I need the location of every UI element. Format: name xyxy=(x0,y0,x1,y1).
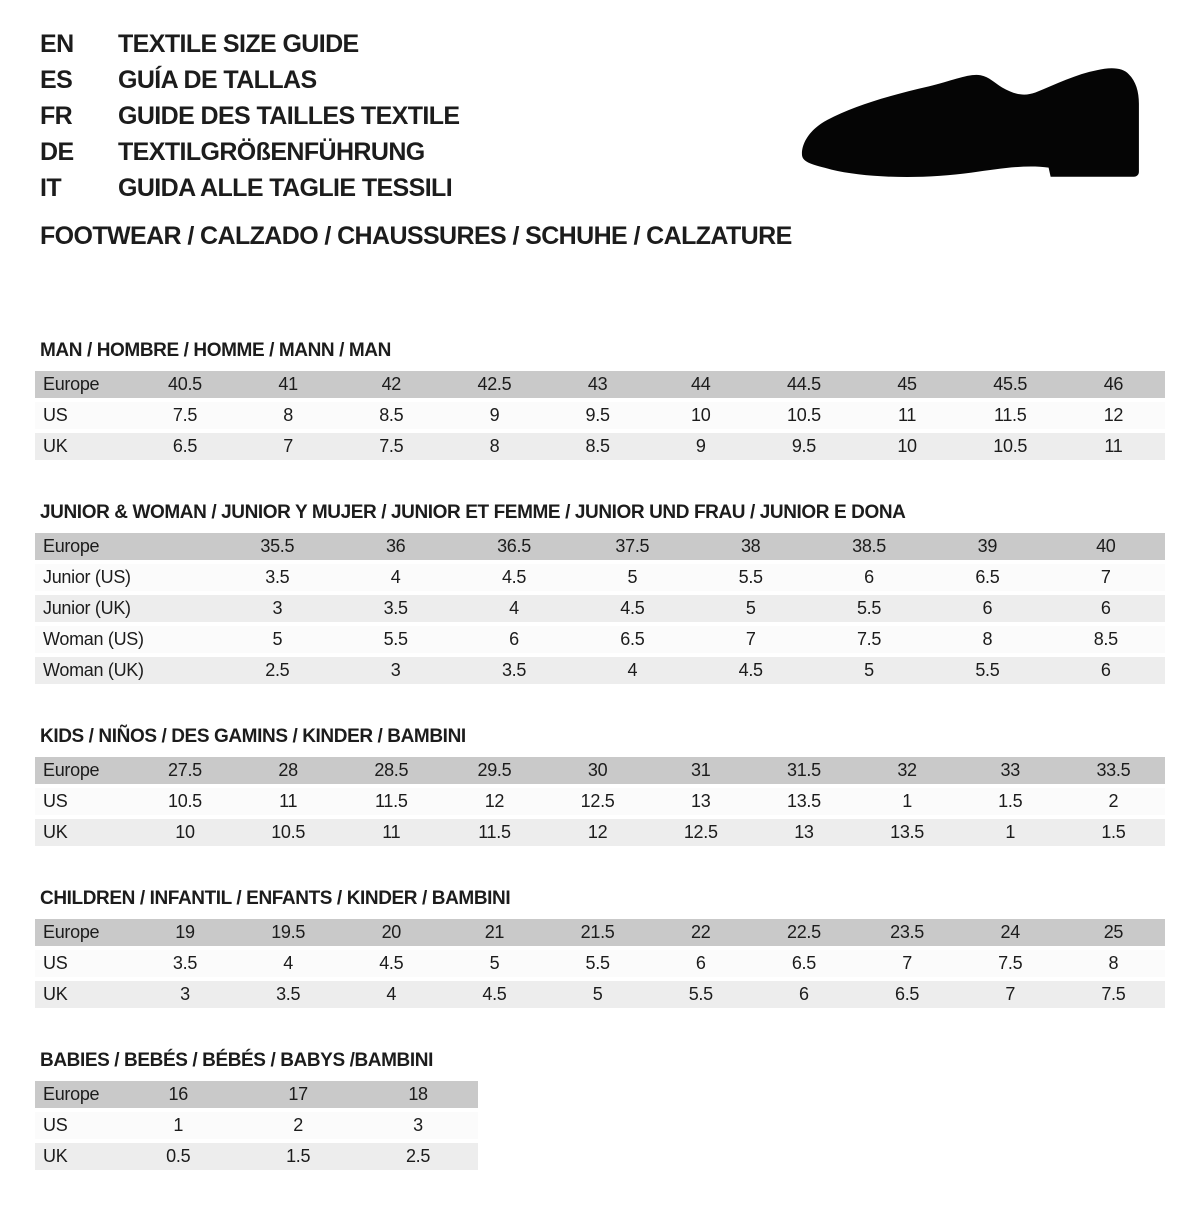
size-cell: 46 xyxy=(1062,371,1165,398)
section-title-babies: BABIES / BEBÉS / BÉBÉS / BABYS /BAMBINI xyxy=(40,1050,433,1071)
size-cell: 2.5 xyxy=(218,657,336,684)
table-row xyxy=(35,595,1165,622)
row-label: US xyxy=(35,402,133,429)
section-children xyxy=(35,888,1165,1012)
size-cell: 5.5 xyxy=(649,981,752,1008)
size-cell: 7 xyxy=(959,981,1062,1008)
size-cell: 42.5 xyxy=(443,371,546,398)
size-cell: 12 xyxy=(1062,402,1165,429)
size-cell: 1 xyxy=(855,788,958,815)
section-title-man: MAN / HOMBRE / HOMME / MANN / MAN xyxy=(40,340,391,361)
size-cell: 9.5 xyxy=(752,433,855,460)
size-cell: 20 xyxy=(340,919,443,946)
row-label: UK xyxy=(35,1143,118,1170)
table-row xyxy=(35,1143,478,1170)
size-cell: 5.5 xyxy=(336,626,454,653)
size-cell: 3.5 xyxy=(237,981,340,1008)
size-cell: 4 xyxy=(340,981,443,1008)
size-cell: 29.5 xyxy=(443,757,546,784)
size-cell: 10.5 xyxy=(237,819,340,846)
size-cell: 7 xyxy=(855,950,958,977)
size-cell: 5 xyxy=(573,564,691,591)
row-label: Europe xyxy=(35,757,133,784)
lang-title: GUIDA ALLE TAGLIE TESSILI xyxy=(118,174,453,202)
size-cell: 3 xyxy=(218,595,336,622)
table-row xyxy=(35,1112,478,1139)
size-cell: 6.5 xyxy=(855,981,958,1008)
table-row xyxy=(35,402,1165,429)
size-cell: 31 xyxy=(649,757,752,784)
size-cell: 11.5 xyxy=(340,788,443,815)
size-cell: 6 xyxy=(928,595,1046,622)
size-cell: 5 xyxy=(218,626,336,653)
size-cell: 4.5 xyxy=(573,595,691,622)
table-row xyxy=(35,819,1165,846)
lang-code: IT xyxy=(40,174,62,202)
size-cell: 7.5 xyxy=(810,626,928,653)
size-cell: 36 xyxy=(336,533,454,560)
size-cell: 28.5 xyxy=(340,757,443,784)
size-cell: 7 xyxy=(692,626,810,653)
row-label: Junior (UK) xyxy=(35,595,218,622)
size-cell: 21.5 xyxy=(546,919,649,946)
lang-title: TEXTILE SIZE GUIDE xyxy=(118,30,359,58)
table-row xyxy=(35,1081,478,1108)
size-cell: 1.5 xyxy=(238,1143,358,1170)
size-cell: 6.5 xyxy=(573,626,691,653)
size-cell: 6.5 xyxy=(752,950,855,977)
size-cell: 0.5 xyxy=(118,1143,238,1170)
size-cell: 13.5 xyxy=(752,788,855,815)
size-cell: 9 xyxy=(443,402,546,429)
size-cell: 31.5 xyxy=(752,757,855,784)
size-cell: 33.5 xyxy=(1062,757,1165,784)
size-cell: 18 xyxy=(358,1081,478,1108)
size-cell: 4 xyxy=(237,950,340,977)
table-row xyxy=(35,757,1165,784)
table-row xyxy=(35,950,1165,977)
size-cell: 23.5 xyxy=(855,919,958,946)
size-cell: 10 xyxy=(649,402,752,429)
lang-title: GUIDE DES TAILLES TEXTILE xyxy=(118,102,460,130)
size-cell: 4 xyxy=(336,564,454,591)
size-cell: 3.5 xyxy=(133,950,236,977)
section-kids xyxy=(35,726,1165,850)
section-junior-woman xyxy=(35,502,1165,688)
size-cell: 7 xyxy=(237,433,340,460)
size-cell: 2.5 xyxy=(358,1143,478,1170)
size-cell: 24 xyxy=(959,919,1062,946)
table-row xyxy=(35,981,1165,1008)
size-cell: 11 xyxy=(855,402,958,429)
size-cell: 19 xyxy=(133,919,236,946)
lang-row-it xyxy=(40,174,460,210)
size-cell: 41 xyxy=(237,371,340,398)
size-cell: 6 xyxy=(1047,657,1165,684)
man-size-table xyxy=(35,367,1165,464)
size-cell: 8.5 xyxy=(340,402,443,429)
size-cell: 22 xyxy=(649,919,752,946)
lang-row-es xyxy=(40,66,460,102)
size-cell: 45.5 xyxy=(959,371,1062,398)
size-cell: 9.5 xyxy=(546,402,649,429)
size-cell: 1.5 xyxy=(959,788,1062,815)
size-cell: 37.5 xyxy=(573,533,691,560)
table-row xyxy=(35,788,1165,815)
size-cell: 1 xyxy=(118,1112,238,1139)
size-cell: 16 xyxy=(118,1081,238,1108)
size-cell: 28 xyxy=(237,757,340,784)
size-cell: 8 xyxy=(928,626,1046,653)
size-cell: 27.5 xyxy=(133,757,236,784)
row-label: Europe xyxy=(35,919,133,946)
size-cell: 6.5 xyxy=(928,564,1046,591)
size-cell: 35.5 xyxy=(218,533,336,560)
table-row xyxy=(35,564,1165,591)
lang-code: FR xyxy=(40,102,73,130)
size-cell: 19.5 xyxy=(237,919,340,946)
row-label: Europe xyxy=(35,1081,118,1108)
size-cell: 38 xyxy=(692,533,810,560)
size-cell: 4.5 xyxy=(340,950,443,977)
size-cell: 7.5 xyxy=(959,950,1062,977)
kids-size-table xyxy=(35,753,1165,850)
size-cell: 6 xyxy=(455,626,573,653)
table-row xyxy=(35,626,1165,653)
row-label: UK xyxy=(35,819,133,846)
size-cell: 21 xyxy=(443,919,546,946)
lang-code: EN xyxy=(40,30,74,58)
size-cell: 7.5 xyxy=(1062,981,1165,1008)
size-cell: 2 xyxy=(1062,788,1165,815)
category-line: FOOTWEAR / CALZADO / CHAUSSURES / SCHUHE / CALZATURE xyxy=(40,222,792,250)
size-cell: 8.5 xyxy=(1047,626,1165,653)
section-babies xyxy=(35,1050,1165,1174)
children-size-table xyxy=(35,915,1165,1012)
size-cell: 5 xyxy=(810,657,928,684)
size-cell: 33 xyxy=(959,757,1062,784)
size-cell: 6 xyxy=(752,981,855,1008)
size-cell: 11 xyxy=(237,788,340,815)
size-cell: 22.5 xyxy=(752,919,855,946)
size-cell: 8 xyxy=(237,402,340,429)
row-label: US xyxy=(35,950,133,977)
size-cell: 4.5 xyxy=(455,564,573,591)
size-cell: 10 xyxy=(855,433,958,460)
size-cell: 8 xyxy=(1062,950,1165,977)
row-label: Europe xyxy=(35,371,133,398)
lang-code: ES xyxy=(40,66,73,94)
size-cell: 12 xyxy=(443,788,546,815)
size-cell: 6 xyxy=(810,564,928,591)
junior-woman-size-table xyxy=(35,529,1165,688)
size-cell: 25 xyxy=(1062,919,1165,946)
size-cell: 10.5 xyxy=(959,433,1062,460)
size-cell: 1.5 xyxy=(1062,819,1165,846)
row-label: Junior (US) xyxy=(35,564,218,591)
row-label: US xyxy=(35,1112,118,1139)
size-cell: 45 xyxy=(855,371,958,398)
size-cell: 3.5 xyxy=(455,657,573,684)
size-cell: 4 xyxy=(573,657,691,684)
size-cell: 40 xyxy=(1047,533,1165,560)
size-cell: 5 xyxy=(443,950,546,977)
size-cell: 43 xyxy=(546,371,649,398)
row-label: Europe xyxy=(35,533,218,560)
size-cell: 10 xyxy=(133,819,236,846)
table-row xyxy=(35,433,1165,460)
size-cell: 30 xyxy=(546,757,649,784)
size-cell: 10.5 xyxy=(752,402,855,429)
size-cell: 8.5 xyxy=(546,433,649,460)
size-cell: 9 xyxy=(649,433,752,460)
language-title-list xyxy=(40,30,460,210)
table-row xyxy=(35,371,1165,398)
section-title-children: CHILDREN / INFANTIL / ENFANTS / KINDER / BAMBINI xyxy=(40,888,511,909)
size-cell: 12.5 xyxy=(649,819,752,846)
table-row xyxy=(35,657,1165,684)
lang-code: DE xyxy=(40,138,74,166)
size-cell: 4.5 xyxy=(443,981,546,1008)
size-cell: 17 xyxy=(238,1081,358,1108)
size-cell: 11.5 xyxy=(443,819,546,846)
size-cell: 36.5 xyxy=(455,533,573,560)
size-cell: 12 xyxy=(546,819,649,846)
size-cell: 12.5 xyxy=(546,788,649,815)
size-cell: 6 xyxy=(649,950,752,977)
size-cell: 38.5 xyxy=(810,533,928,560)
table-row xyxy=(35,533,1165,560)
size-cell: 40.5 xyxy=(133,371,236,398)
size-cell: 39 xyxy=(928,533,1046,560)
size-cell: 3.5 xyxy=(218,564,336,591)
size-cell: 2 xyxy=(238,1112,358,1139)
size-tables-container xyxy=(35,340,1165,1212)
size-cell: 13.5 xyxy=(855,819,958,846)
size-cell: 3 xyxy=(358,1112,478,1139)
size-cell: 11 xyxy=(1062,433,1165,460)
row-label: Woman (UK) xyxy=(35,657,218,684)
size-cell: 44.5 xyxy=(752,371,855,398)
row-label: US xyxy=(35,788,133,815)
size-cell: 5.5 xyxy=(810,595,928,622)
size-cell: 13 xyxy=(649,788,752,815)
size-cell: 44 xyxy=(649,371,752,398)
lang-title: GUÍA DE TALLAS xyxy=(118,66,317,94)
size-cell: 6 xyxy=(1047,595,1165,622)
size-cell: 7 xyxy=(1047,564,1165,591)
size-cell: 1 xyxy=(959,819,1062,846)
size-cell: 42 xyxy=(340,371,443,398)
lang-row-de xyxy=(40,138,460,174)
row-label: UK xyxy=(35,433,133,460)
size-cell: 3 xyxy=(336,657,454,684)
size-cell: 5 xyxy=(546,981,649,1008)
size-cell: 10.5 xyxy=(133,788,236,815)
section-title-kids: KIDS / NIÑOS / DES GAMINS / KINDER / BAMBINI xyxy=(40,726,466,747)
size-cell: 7.5 xyxy=(340,433,443,460)
lang-row-fr xyxy=(40,102,460,138)
size-cell: 32 xyxy=(855,757,958,784)
table-row xyxy=(35,919,1165,946)
section-man xyxy=(35,340,1165,464)
row-label: UK xyxy=(35,981,133,1008)
size-cell: 13 xyxy=(752,819,855,846)
size-cell: 5.5 xyxy=(928,657,1046,684)
size-cell: 11.5 xyxy=(959,402,1062,429)
size-cell: 4 xyxy=(455,595,573,622)
section-title-junior-woman: JUNIOR & WOMAN / JUNIOR Y MUJER / JUNIOR ET FEMME / JUNIOR UND FRAU / JUNIOR E DONA xyxy=(40,502,906,523)
size-cell: 3.5 xyxy=(336,595,454,622)
size-cell: 5 xyxy=(692,595,810,622)
size-cell: 6.5 xyxy=(133,433,236,460)
row-label: Woman (US) xyxy=(35,626,218,653)
lang-title: TEXTILGRÖßENFÜHRUNG xyxy=(118,138,425,166)
size-cell: 4.5 xyxy=(692,657,810,684)
size-cell: 11 xyxy=(340,819,443,846)
size-cell: 7.5 xyxy=(133,402,236,429)
size-cell: 8 xyxy=(443,433,546,460)
lang-row-en xyxy=(40,30,460,66)
shoe-icon xyxy=(800,62,1145,192)
babies-size-table xyxy=(35,1077,478,1174)
size-cell: 5.5 xyxy=(546,950,649,977)
size-cell: 5.5 xyxy=(692,564,810,591)
size-cell: 3 xyxy=(133,981,236,1008)
